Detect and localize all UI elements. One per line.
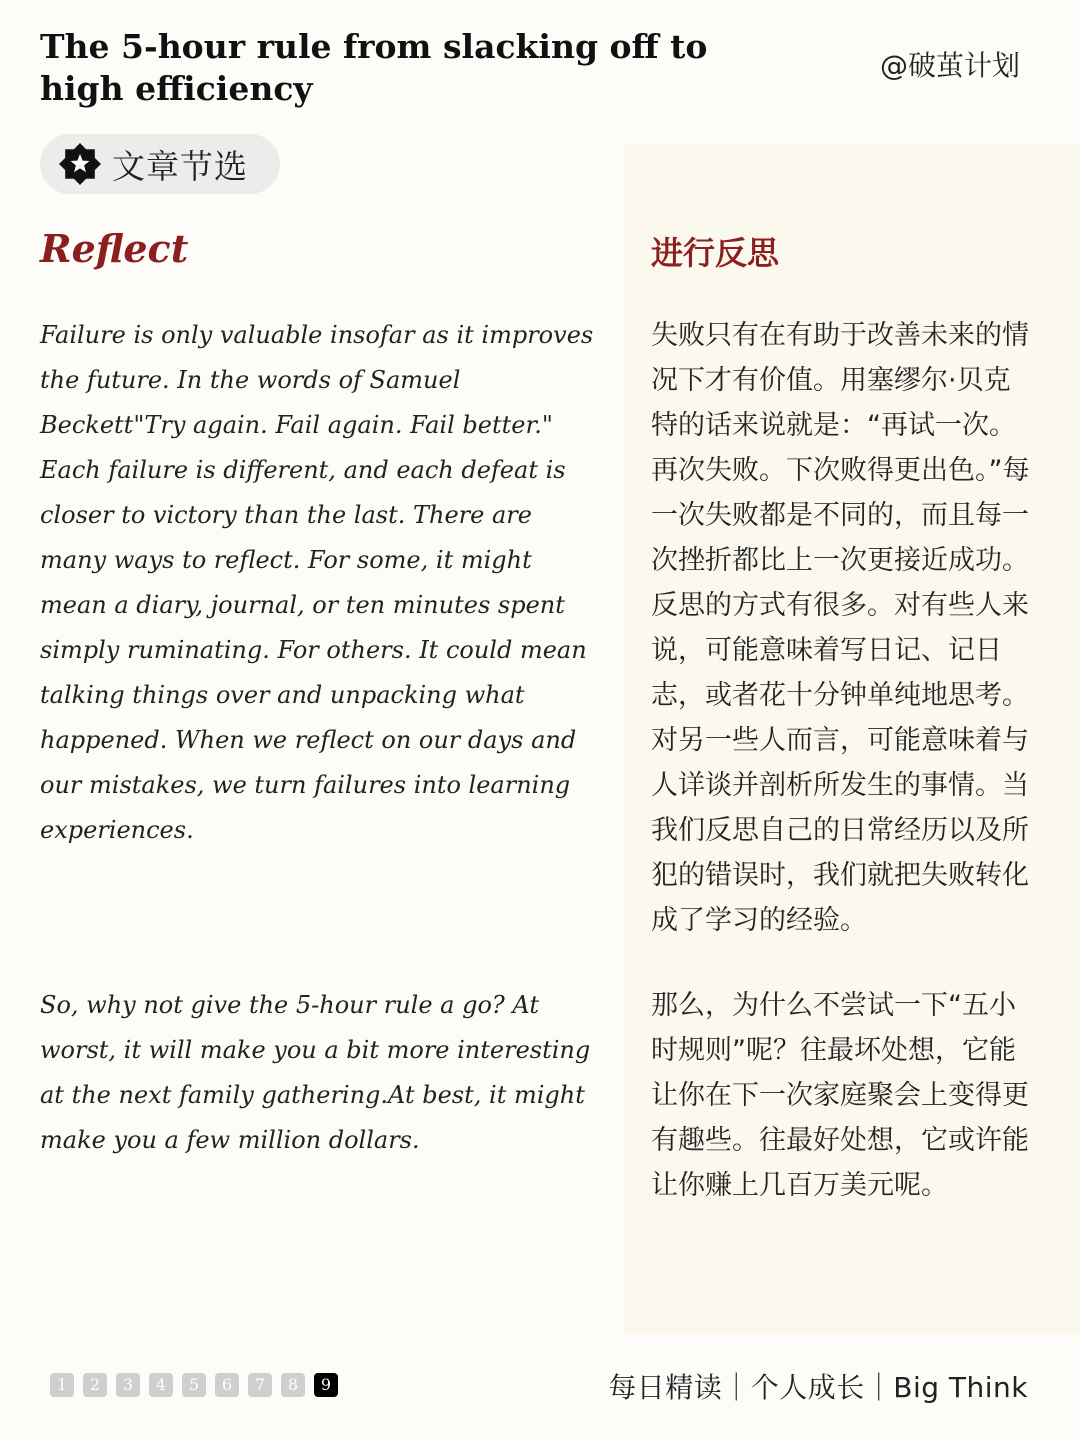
page-dot[interactable]: 6 xyxy=(215,1373,239,1397)
page-dot-current[interactable]: 9 xyxy=(314,1373,338,1397)
chinese-paragraph: 失败只有在有助于改善未来的情况下才有价值。用塞缪尔·贝克特的话来说就是：“再试一次。再次失败。下次败得更出色。”每一次失败都是不同的，而且每一次挫折都比上一次更接近成功。反思的方式有很多。对有些人来说，可能意味着写日记、记日志，或者花十分钟单纯地思考。对另一些人而言，可能意味着与人详谈并剖析所发生的事情。当我们反思自己的日常经历以及所犯的错误时，我们就把失败转化成了学习的经验。 xyxy=(651,320,1030,936)
page-indicator xyxy=(50,1373,338,1397)
page-dot[interactable]: 3 xyxy=(116,1373,140,1397)
section-badge xyxy=(40,134,280,194)
section-badge-label: 文章节选 xyxy=(112,146,248,186)
footer-tagline: 每日精读｜个人成长｜Big Think xyxy=(608,1371,1028,1404)
chinese-paragraph: 那么，为什么不尝试一下“五小时规则”呢？往最坏处想，它能让你在下一次家庭聚会上变得更有趣些。往最好处想，它或许能让你赚上几百万美元呢。 xyxy=(651,990,1029,1201)
english-heading: Reflect xyxy=(40,226,189,271)
page-dot[interactable]: 8 xyxy=(281,1373,305,1397)
page-dot[interactable]: 7 xyxy=(248,1373,272,1397)
page-dot[interactable]: 4 xyxy=(149,1373,173,1397)
chinese-heading: 进行反思 xyxy=(651,234,780,272)
page-title: The 5-hour rule from slacking off to high efficiency xyxy=(40,27,708,108)
author-handle: @破茧计划 xyxy=(879,49,1020,82)
star-badge-icon xyxy=(58,142,102,186)
page-dot[interactable]: 2 xyxy=(83,1373,107,1397)
page-dot[interactable]: 5 xyxy=(182,1373,206,1397)
english-paragraph: So, why not give the 5-hour rule a go? At worst, it will make you a bit more interesting at the next family gathering.At best, it might make you a few million dollars. xyxy=(40,991,591,1154)
english-paragraph: Failure is only valuable insofar as it improves the future. In the words of Samuel Beckett"Try again. Fail again. Fail better." Each failure is different, and each defeat is closer to victory than the last. There are many ways to reflect. For some, it might mean a diary, journal, or ten minutes spent simply ruminating. For others. It could mean talking things over and unpacking what happened. When we reflect on our days and our mistakes, we turn failures into learning experiences. xyxy=(40,321,594,844)
page-dot[interactable]: 1 xyxy=(50,1373,74,1397)
